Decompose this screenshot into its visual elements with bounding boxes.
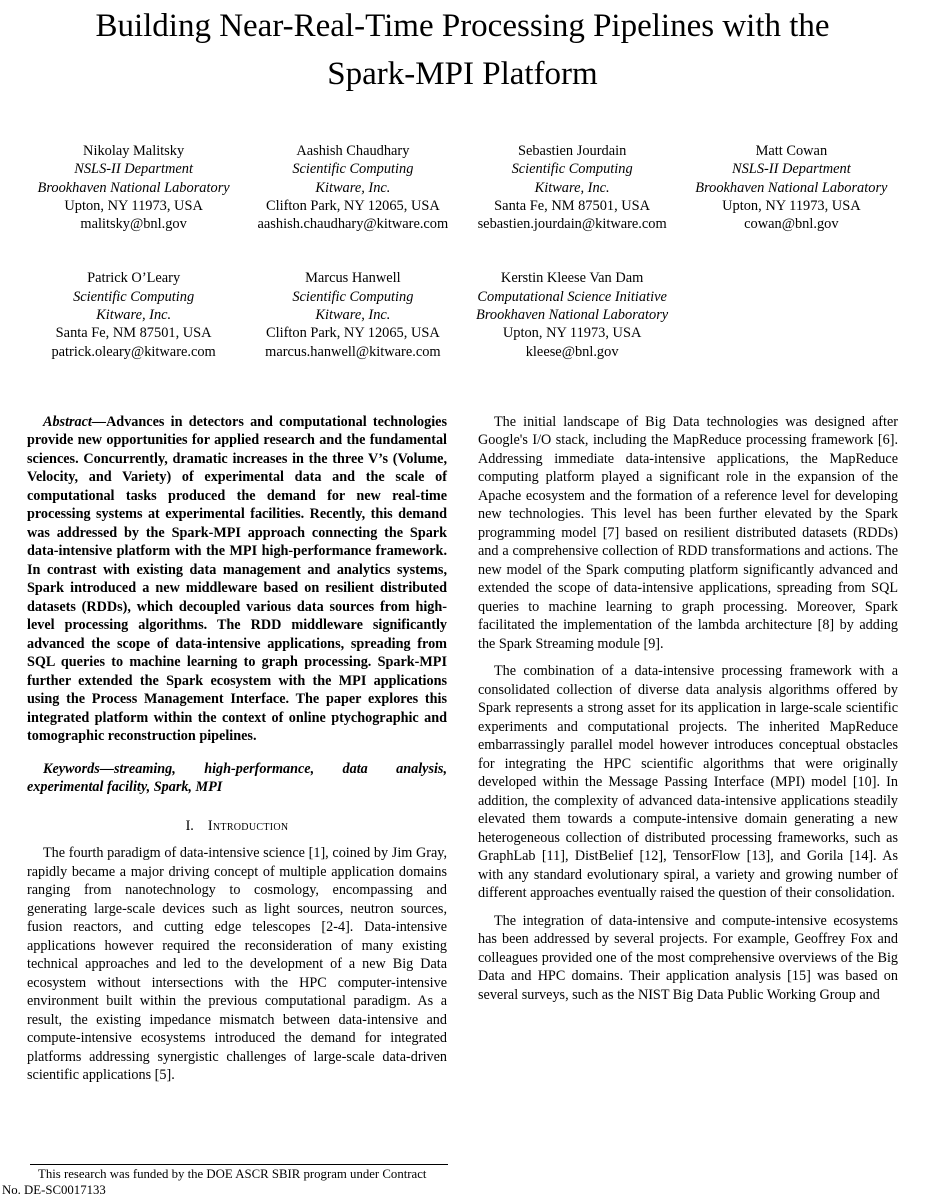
author-email: cowan@bnl.gov bbox=[744, 216, 839, 233]
author-block bbox=[27, 142, 240, 233]
footnote-text: This research was funded by the DOE ASCR SBIR program under Contract No. DE-SC0017133 bbox=[2, 1167, 427, 1197]
author-block bbox=[466, 142, 679, 233]
author-block bbox=[685, 142, 898, 233]
author-row-1 bbox=[27, 142, 898, 233]
author-address: Santa Fe, NM 87501, USA bbox=[55, 325, 212, 342]
author-affiliation: NSLS-II Department bbox=[732, 161, 851, 178]
author-address: Clifton Park, NY 12065, USA bbox=[265, 325, 440, 342]
author-affiliation: Kitware, Inc. bbox=[315, 307, 391, 324]
author-address: Clifton Park, NY 12065, USA bbox=[265, 197, 440, 214]
author-affiliation: Kitware, Inc. bbox=[315, 179, 391, 196]
body-columns bbox=[27, 413, 898, 1085]
author-email: sebastien.jourdain@kitware.com bbox=[477, 216, 667, 233]
author-name: Patrick O’Leary bbox=[87, 270, 181, 287]
left-column bbox=[27, 413, 447, 1085]
abstract bbox=[27, 413, 447, 746]
author-address: Upton, NY 11973, USA bbox=[722, 197, 861, 214]
paper-title: Building Near-Real-Time Processing Pipelines with the Spark-MPI Platform bbox=[95, 8, 830, 92]
author-address: Santa Fe, NM 87501, USA bbox=[494, 197, 651, 214]
author-affiliation: Brookhaven National Laboratory bbox=[476, 307, 669, 324]
author-email: patrick.oleary@kitware.com bbox=[51, 343, 216, 360]
author-block bbox=[27, 269, 240, 360]
author-name: Nikolay Malitsky bbox=[83, 143, 185, 159]
author-affiliation: Computational Science Initiative bbox=[477, 288, 667, 305]
author-email: marcus.hanwell@kitware.com bbox=[265, 343, 441, 360]
keywords bbox=[27, 760, 447, 797]
author-affiliation: Kitware, Inc. bbox=[534, 179, 610, 196]
author-name: Aashish Chaudhary bbox=[296, 143, 410, 159]
author-affiliation: Scientific Computing bbox=[292, 161, 414, 178]
author-block bbox=[246, 269, 459, 360]
keywords-label: Keywords— bbox=[43, 760, 114, 777]
author-address: Upton, NY 11973, USA bbox=[64, 197, 203, 214]
abstract-text: Advances in detectors and computational technologies provide new opportunities for applied research and the fundamental sciences. Concurrently, dramatic increases in the three V’s (Volume, Velocity, and Variety) of experimental data and the scale of computational tasks produced the demand for new real-time processing systems at experimental facilities. Recently, this demand was addressed by the Spark-MPI approach connecting the Spark data-intensive platform with the MPI high-performance framework. In contrast with existing data management and analytics systems, Spark introduced a new middleware based on resilient distributed datasets (RDDs), which decoupled various data sources from high-level processing algorithms. The RDD middleware significantly advanced the scope of data-intensive applications, spreading from SQL queries to machine learning to graph processing. Spark-MPI further extended the Spark ecosystem with the MPI applications using the Process Management Interface. The paper explores this integrated platform within the context of online ptychographic and tomographic reconstruction pipelines. bbox=[27, 413, 447, 745]
author-affiliation: Brookhaven National Laboratory bbox=[695, 179, 888, 196]
author-email: aashish.chaudhary@kitware.com bbox=[257, 216, 449, 233]
author-name: Marcus Hanwell bbox=[305, 270, 401, 287]
author-block bbox=[246, 142, 459, 233]
author-email: kleese@bnl.gov bbox=[525, 343, 619, 360]
section-heading-introduction bbox=[27, 817, 447, 836]
paragraph: The integration of data-intensive and compute-intensive ecosystems has been addressed by several projects. For example, Geoffrey Fox and colleagues provided one of the most comprehensive overviews of the Big Data and HPC domains. Their application analysis [15] was based on several surveys, such as the NIST Big Data Public Working Group and bbox=[478, 912, 898, 1003]
keywords-text: streaming, high-performance, data analysis, experimental facility, Spark, MPI bbox=[27, 760, 447, 796]
paragraph-intro: The fourth paradigm of data-intensive science [1], coined by Jim Gray, rapidly became a major driving concept of multiple application domains ranging from nanotechnology to cosmology, encompassing and generating large-scale devices such as light sources, neutron sources, fusion reactors, and cutting edge telescopes [2-4]. Data-intensive applications however required the reconsideration of many existing technical approaches and led to the development of a new Big Data ecosystem without intersections with the HPC computer-intensive environment built within the previous computational paradigm. As a result, the existing impedance mismatch between data-intensive and compute-intensive ecosystems introduced the demand for integrated platforms addressing synergistic challenges of large-scale data-driven scientific applications [5]. bbox=[27, 845, 447, 1084]
paragraph: The initial landscape of Big Data technologies was designed after Google's I/O stack, including the MapReduce processing framework [6]. Addressing immediate data-intensive applications, the MapReduce computing platform played a significant role in the expansion of the Apache ecosystem and the formation of a reference level for developing new technologies. This level has been further elevated by the Spark programming model [7] based on resilient distributed datasets (RDDs) and a comprehensive collection of RDD transformations and actions. The new model of the Spark computing platform significantly advanced and extended the scope of data-intensive applications, spreading from SQL queries to machine learning to graph processing. Moreover, Spark facilitated the implementation of the lambda architecture [8] by adding the Spark Streaming module [9]. bbox=[478, 413, 898, 652]
section-title: Introduction bbox=[207, 817, 289, 834]
author-row-2 bbox=[27, 269, 898, 360]
author-email: malitsky@bnl.gov bbox=[80, 216, 187, 233]
abstract-label: Abstract— bbox=[43, 413, 107, 430]
right-column bbox=[478, 413, 898, 1085]
author-block bbox=[466, 269, 679, 360]
author-affiliation: Kitware, Inc. bbox=[96, 307, 172, 324]
author-affiliation: Brookhaven National Laboratory bbox=[37, 179, 230, 196]
author-affiliation: Scientific Computing bbox=[292, 288, 414, 305]
section-number: I. bbox=[185, 817, 194, 834]
author-name: Sebastien Jourdain bbox=[517, 143, 627, 159]
author-name: Kerstin Kleese Van Dam bbox=[500, 270, 644, 287]
author-address: Upton, NY 11973, USA bbox=[502, 325, 642, 342]
author-name: Matt Cowan bbox=[755, 143, 828, 159]
footnote-rule bbox=[30, 1164, 448, 1165]
paragraph: The combination of a data-intensive processing framework with a consolidated collection of diverse data analysis algorithms offered by Spark represents a strong asset for its application in large-scale scientific experiments and computational projects. The inherited MapReduce embarrassingly parallel model however introduces conceptual obstacles for integrating the HPC scientific algorithms that were originally developed within the Message Passing Interface (MPI) model [10]. In addition, the complexity of advanced data-intensive applications steadily elevated them towards a compute-intensive domain generating a new heterogeneous collection of distributed processing frameworks, such as GraphLab [11], DistBelief [12], TensorFlow [13], and Gorila [14]. As with any standard evolutionary spiral, a variety and growing number of different approaches eventually raised the question of their consolidation. bbox=[478, 663, 898, 902]
author-affiliation: NSLS-II Department bbox=[74, 161, 193, 178]
author-affiliation: Scientific Computing bbox=[511, 161, 633, 178]
funding-footnote bbox=[0, 1164, 448, 1198]
author-affiliation: Scientific Computing bbox=[73, 288, 195, 305]
